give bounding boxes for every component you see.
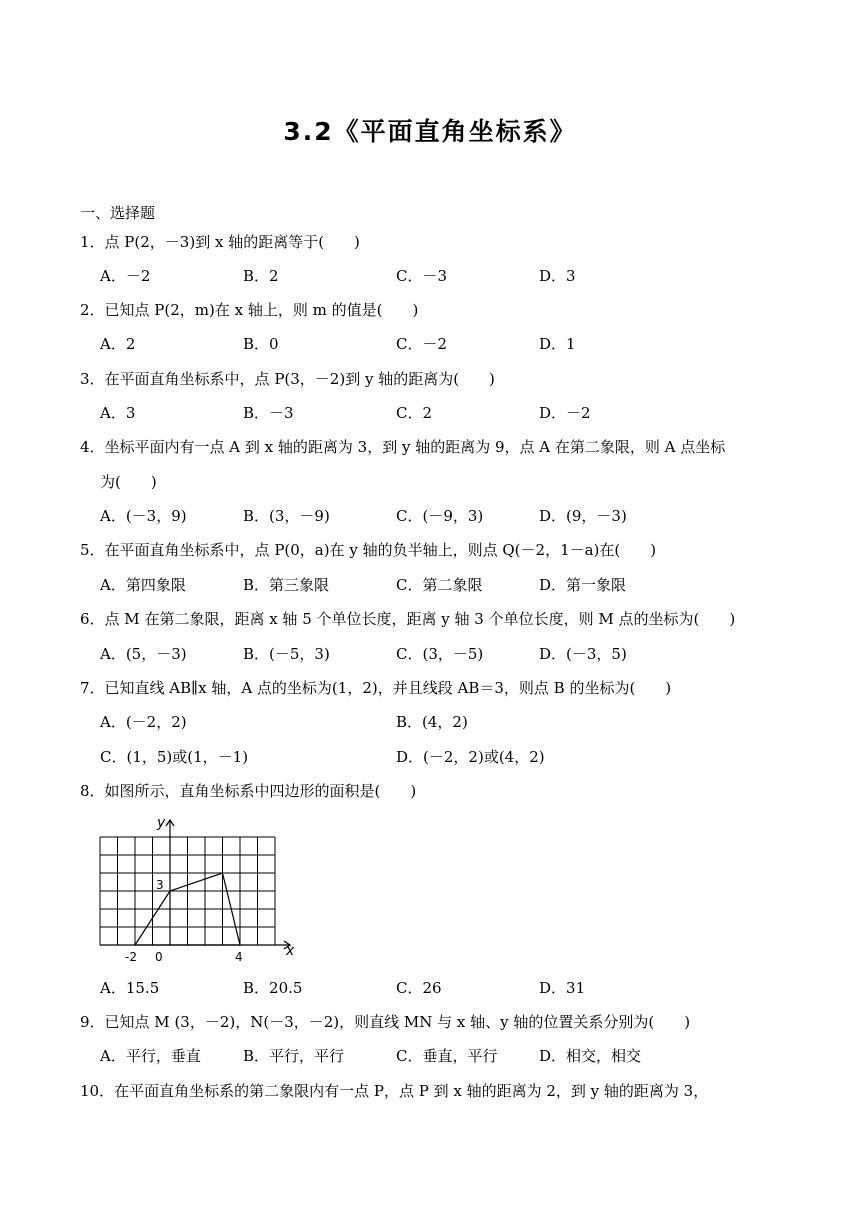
question-5-stem: 5．在平面直角坐标系中，点 P(0，a)在 y 轴的负半轴上，则点 Q(－2，1－a)在( ) xyxy=(80,541,657,559)
q2-option-c: C．－2 xyxy=(396,335,448,353)
q6-option-c: C．(3，－5) xyxy=(396,645,484,663)
q6-option-a: A．(5，－3) xyxy=(100,645,187,663)
q4-option-a: A．(－3，9) xyxy=(100,507,187,525)
question-6-stem: 6．点 M 在第二象限，距离 x 轴 5 个单位长度，距离 y 轴 3 个单位长度，则 M 点的坐标为( ) xyxy=(80,610,736,628)
q6-option-b: B．(－5，3) xyxy=(243,645,330,663)
question-9-stem: 9．已知点 M (3，－2)，N(－3，－2)，则直线 MN 与 x 轴、y 轴的位置关系分别为( ) xyxy=(80,1013,691,1031)
question-7-stem: 7．已知直线 AB∥x 轴，A 点的坐标为(1，2)，并且线段 AB＝3，则点 B 的坐标为( ) xyxy=(80,679,672,697)
q3-option-c: C．2 xyxy=(396,404,433,422)
y-axis-label: y xyxy=(157,815,166,831)
question-8-stem: 8．如图所示，直角坐标系中四边形的面积是( ) xyxy=(80,782,417,800)
x-axis-label: x xyxy=(286,943,295,959)
q3-option-a: A．3 xyxy=(100,404,136,422)
q6-option-d: D．(－3，5) xyxy=(539,645,627,663)
q7-option-c: C．(1，5)或(1，－1) xyxy=(100,748,249,766)
q4-option-d: D．(9，－3) xyxy=(539,507,627,525)
page-title: 3.2《平面直角坐标系》 xyxy=(283,117,577,146)
q9-option-a: A．平行，垂直 xyxy=(100,1047,201,1065)
q2-option-a: A．2 xyxy=(100,335,136,353)
q5-option-c: C．第二象限 xyxy=(396,576,483,594)
coordinate-grid-figure xyxy=(92,812,302,972)
question-4-stem-cont: 为( ) xyxy=(100,473,157,491)
q7-option-b: B．(4，2) xyxy=(396,713,468,731)
q7-option-d: D．(－2，2)或(4，2) xyxy=(396,748,545,766)
q5-option-a: A．第四象限 xyxy=(100,576,186,594)
question-2-stem: 2．已知点 P(2，m)在 x 轴上，则 m 的值是( ) xyxy=(80,301,419,319)
q1-option-c: C．－3 xyxy=(396,267,448,285)
q8-option-c: C．26 xyxy=(396,979,442,997)
q4-option-b: B．(3，－9) xyxy=(243,507,330,525)
tick-label-4: 4 xyxy=(235,950,243,964)
q1-option-a: A．－2 xyxy=(100,267,151,285)
section-heading: 一、选择题 xyxy=(80,204,156,222)
q9-option-b: B．平行，平行 xyxy=(243,1047,345,1065)
q3-option-d: D．－2 xyxy=(539,404,591,422)
q7-option-a: A．(－2，2) xyxy=(100,713,187,731)
tick-label-0: 0 xyxy=(155,950,163,964)
q5-option-d: D．第一象限 xyxy=(539,576,627,594)
q5-option-b: B．第三象限 xyxy=(243,576,330,594)
question-3-stem: 3．在平面直角坐标系中，点 P(3，－2)到 y 轴的距离为( ) xyxy=(80,370,495,388)
q9-option-d: D．相交，相交 xyxy=(539,1047,642,1065)
q4-option-c: C．(－9，3) xyxy=(396,507,484,525)
q3-option-b: B．－3 xyxy=(243,404,294,422)
question-4-stem: 4．坐标平面内有一点 A 到 x 轴的距离为 3，到 y 轴的距离为 9，点 A 在第二象限，则 A 点坐标 xyxy=(80,438,726,456)
tick-label-3: 3 xyxy=(156,878,164,892)
q2-option-b: B．0 xyxy=(243,335,279,353)
axes xyxy=(100,820,290,949)
q2-option-d: D．1 xyxy=(539,335,576,353)
question-10-stem: 10．在平面直角坐标系的第二象限内有一点 P，点 P 到 x 轴的距离为 2，到 y 轴的距离为 3， xyxy=(80,1082,709,1100)
q1-option-d: D．3 xyxy=(539,267,576,285)
q8-option-d: D．31 xyxy=(539,979,586,997)
tick-label-neg2: -2 xyxy=(125,950,137,964)
q9-option-c: C．垂直，平行 xyxy=(396,1047,498,1065)
grid-lines xyxy=(100,837,275,945)
q8-option-b: B．20.5 xyxy=(243,979,303,997)
q1-option-b: B．2 xyxy=(243,267,279,285)
q8-option-a: A．15.5 xyxy=(100,979,160,997)
question-1-stem: 1．点 P(2，－3)到 x 轴的距离等于( ) xyxy=(80,233,360,251)
